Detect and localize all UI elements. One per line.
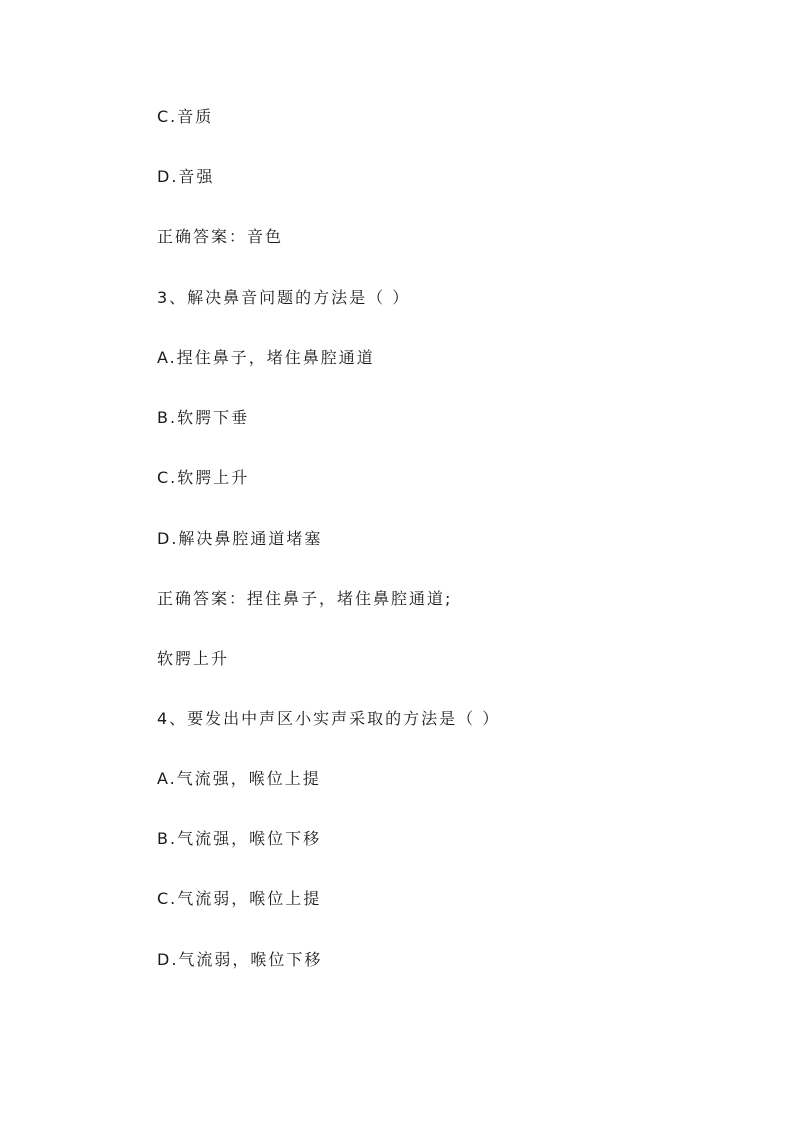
correct-answer-continuation: 软腭上升 — [157, 649, 230, 668]
question-3-text: 3、解决鼻音问题的方法是（ ） — [157, 288, 411, 307]
option-c-text: C.软腭上升 — [157, 468, 250, 487]
correct-answer-text: 正确答案：音色 — [157, 227, 284, 246]
question-4-text: 4、要发出中声区小实声采取的方法是（ ） — [157, 709, 501, 728]
option-a-text: A.捏住鼻子，堵住鼻腔通道 — [157, 348, 375, 367]
option-a-text: A.气流强，喉位上提 — [157, 769, 321, 788]
option-d-text: D.气流弱，喉位下移 — [157, 950, 323, 969]
option-b-text: B.软腭下垂 — [157, 408, 250, 427]
option-d-text: D.解决鼻腔通道堵塞 — [157, 529, 323, 548]
option-c-text: C.气流弱，喉位上提 — [157, 889, 322, 908]
correct-answer-text: 正确答案：捏住鼻子，堵住鼻腔通道; — [157, 589, 453, 608]
option-d-text: D.音强 — [157, 167, 215, 186]
option-c-text: C.音质 — [157, 107, 214, 126]
option-b-text: B.气流强，喉位下移 — [157, 829, 322, 848]
